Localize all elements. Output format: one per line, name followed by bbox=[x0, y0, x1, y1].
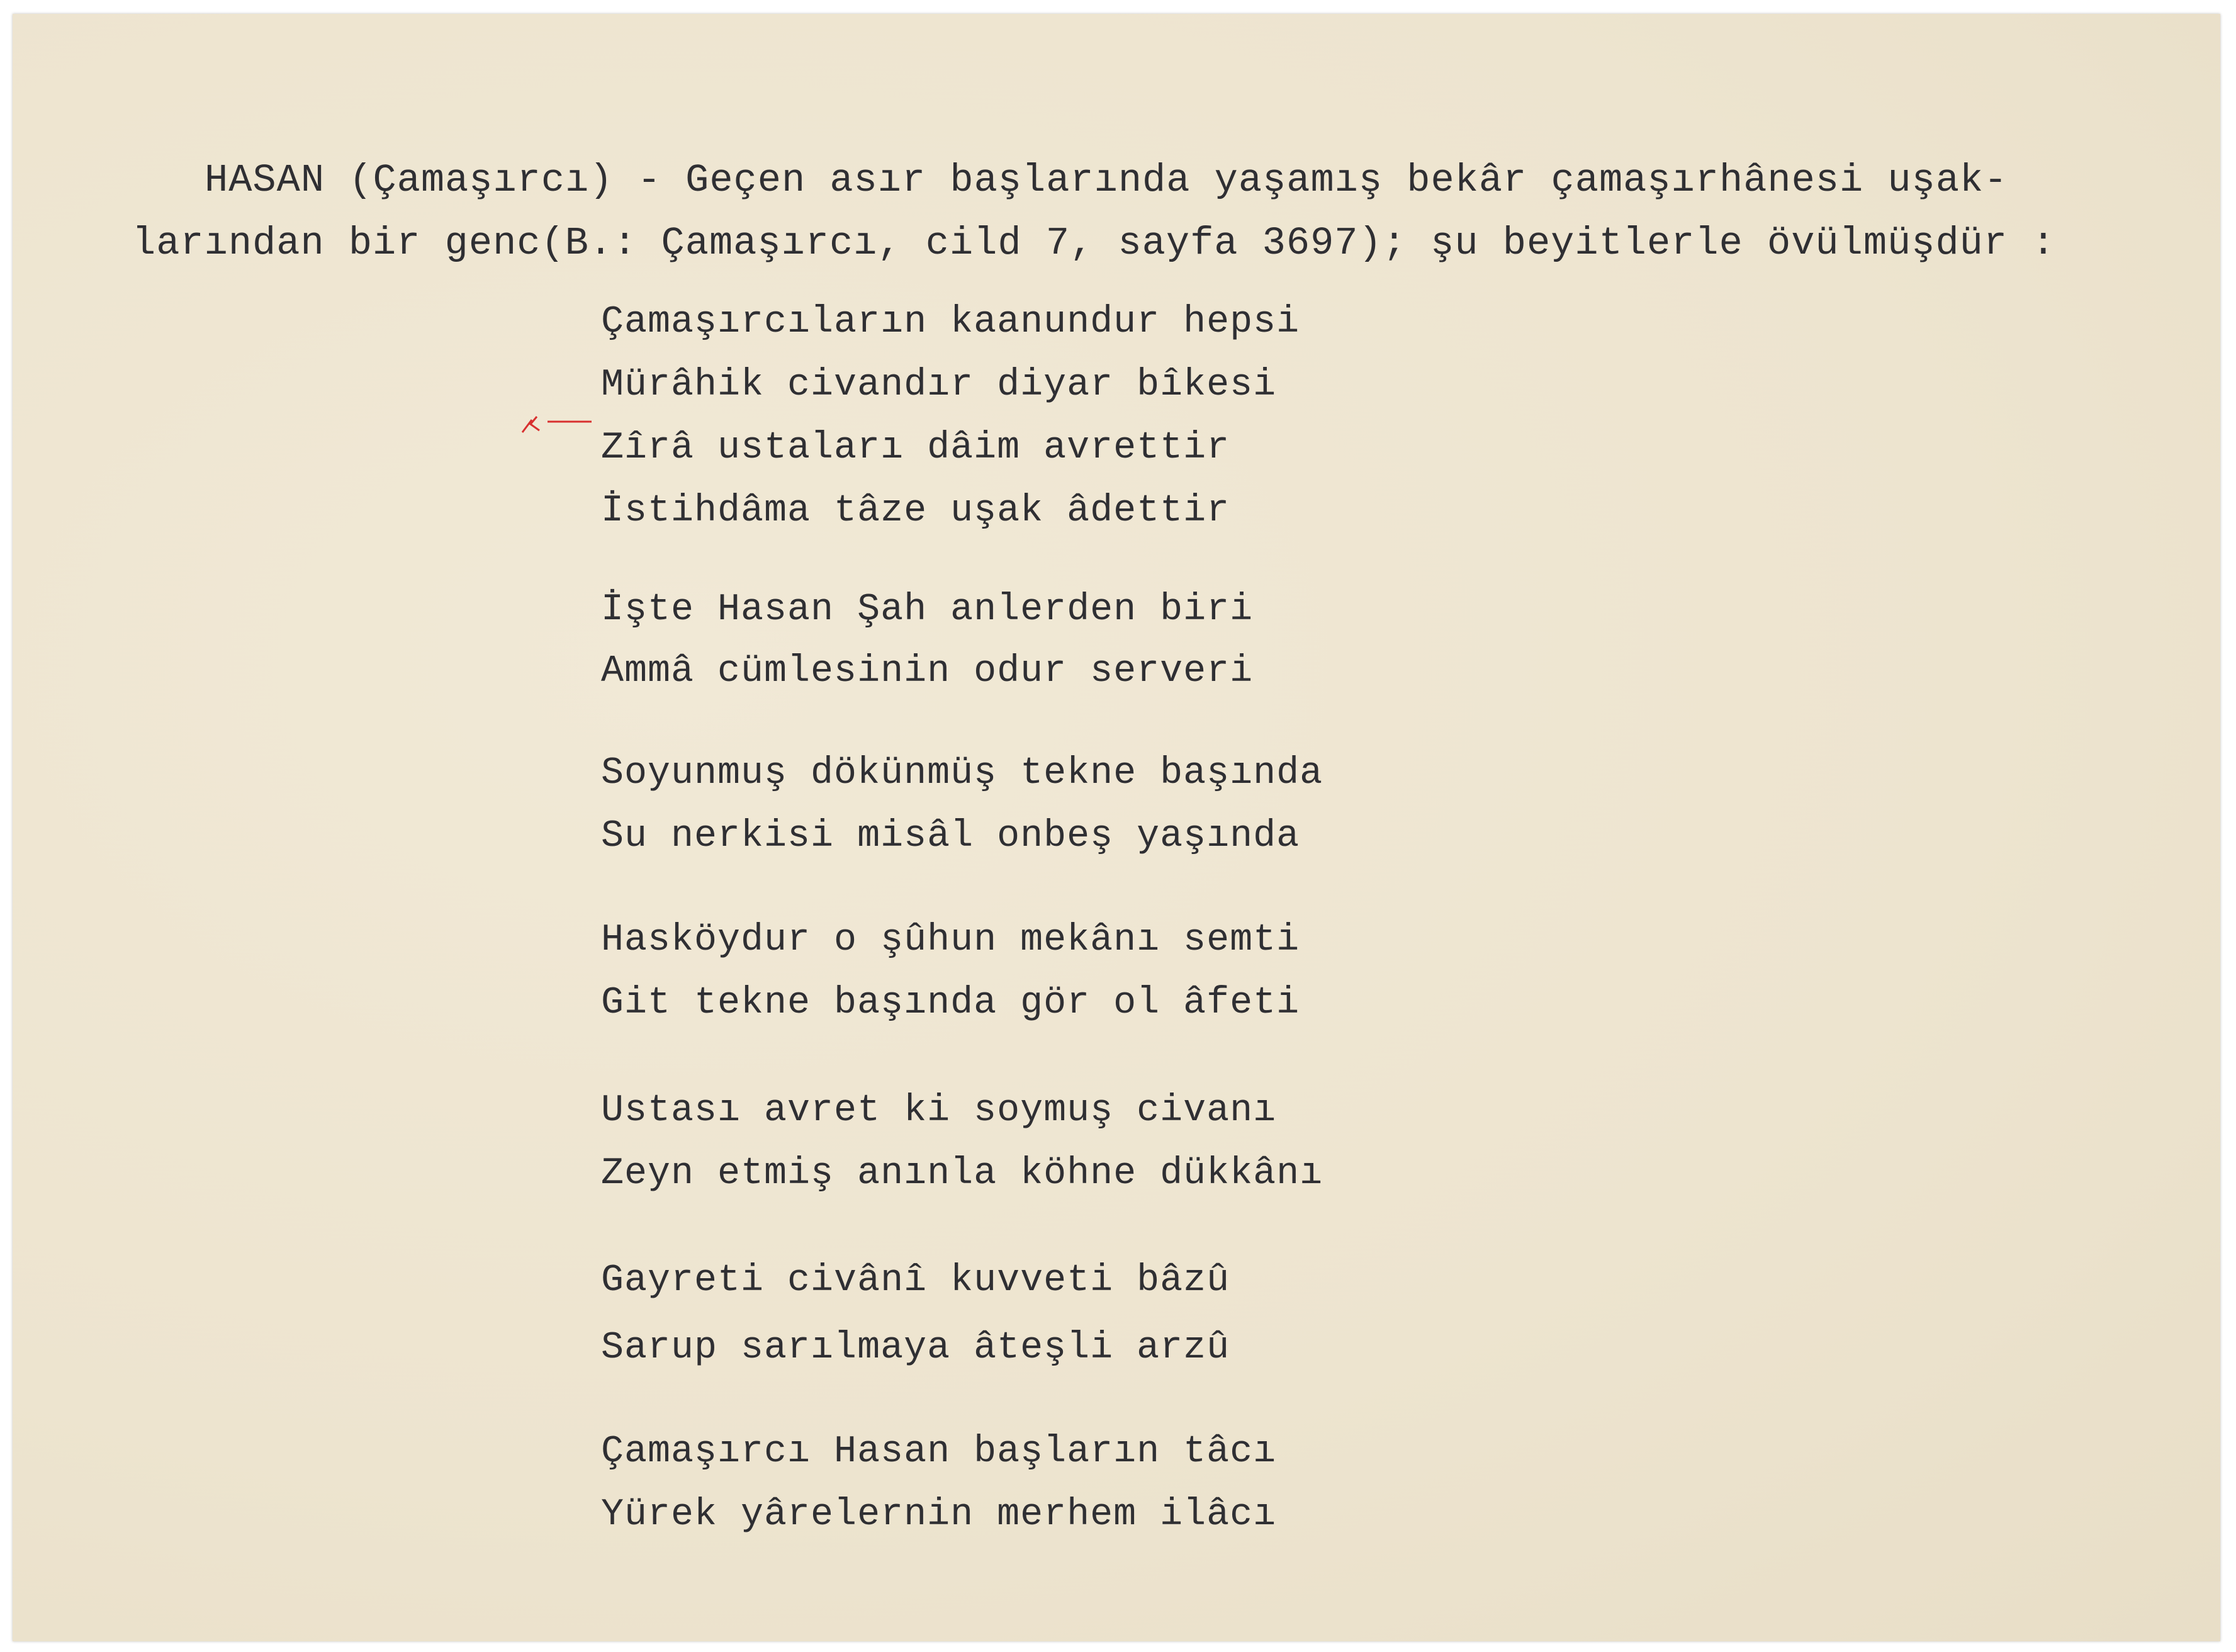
verse-line-1: Çamaşırcıların kaanundur hepsi bbox=[601, 301, 1300, 344]
verse-line-3: Zîrâ ustaları dâim avrettir bbox=[601, 427, 1230, 469]
verse-line-5: İşte Hasan Şah anlerden biri bbox=[601, 588, 1254, 631]
verse-line-9: Hasköydur o şûhun mekânı semti bbox=[601, 919, 1300, 962]
verse-line-11: Ustası avret ki soymuş civanı bbox=[601, 1089, 1277, 1132]
verse-line-14: Sarup sarılmaya âteşli arzû bbox=[601, 1327, 1230, 1369]
verse-line-7: Soyunmuş dökünmüş tekne başında bbox=[601, 752, 1323, 795]
typewritten-page bbox=[13, 14, 2220, 1641]
verse-line-4: İstihdâma tâze uşak âdettir bbox=[601, 490, 1230, 532]
verse-line-12: Zeyn etmiş anınla köhne dükkânı bbox=[601, 1152, 1323, 1195]
verse-line-13: Gayreti civânî kuvveti bâzû bbox=[601, 1259, 1230, 1302]
verse-line-16: Yürek yârelernin merhem ilâcı bbox=[601, 1493, 1277, 1536]
verse-line-2: Mürâhik civandır diyar bîkesi bbox=[601, 364, 1277, 407]
verse-line-10: Git tekne başında gör ol âfeti bbox=[601, 982, 1300, 1025]
intro-line-2: larından bir genc(B.: Çamaşırcı, cild 7, sayfa 3697); şu beyitlerle övülmüşdür : bbox=[132, 221, 2056, 266]
verse-line-8: Su nerkisi misâl onbeş yaşında bbox=[601, 815, 1300, 858]
intro-line-1: HASAN (Çamaşırcı) - Geçen asır başlarında yaşamış bekâr çamaşırhânesi uşak- bbox=[205, 158, 2008, 203]
verse-line-15: Çamaşırcı Hasan başların tâcı bbox=[601, 1430, 1277, 1473]
verse-line-6: Ammâ cümlesinin odur serveri bbox=[601, 650, 1254, 693]
